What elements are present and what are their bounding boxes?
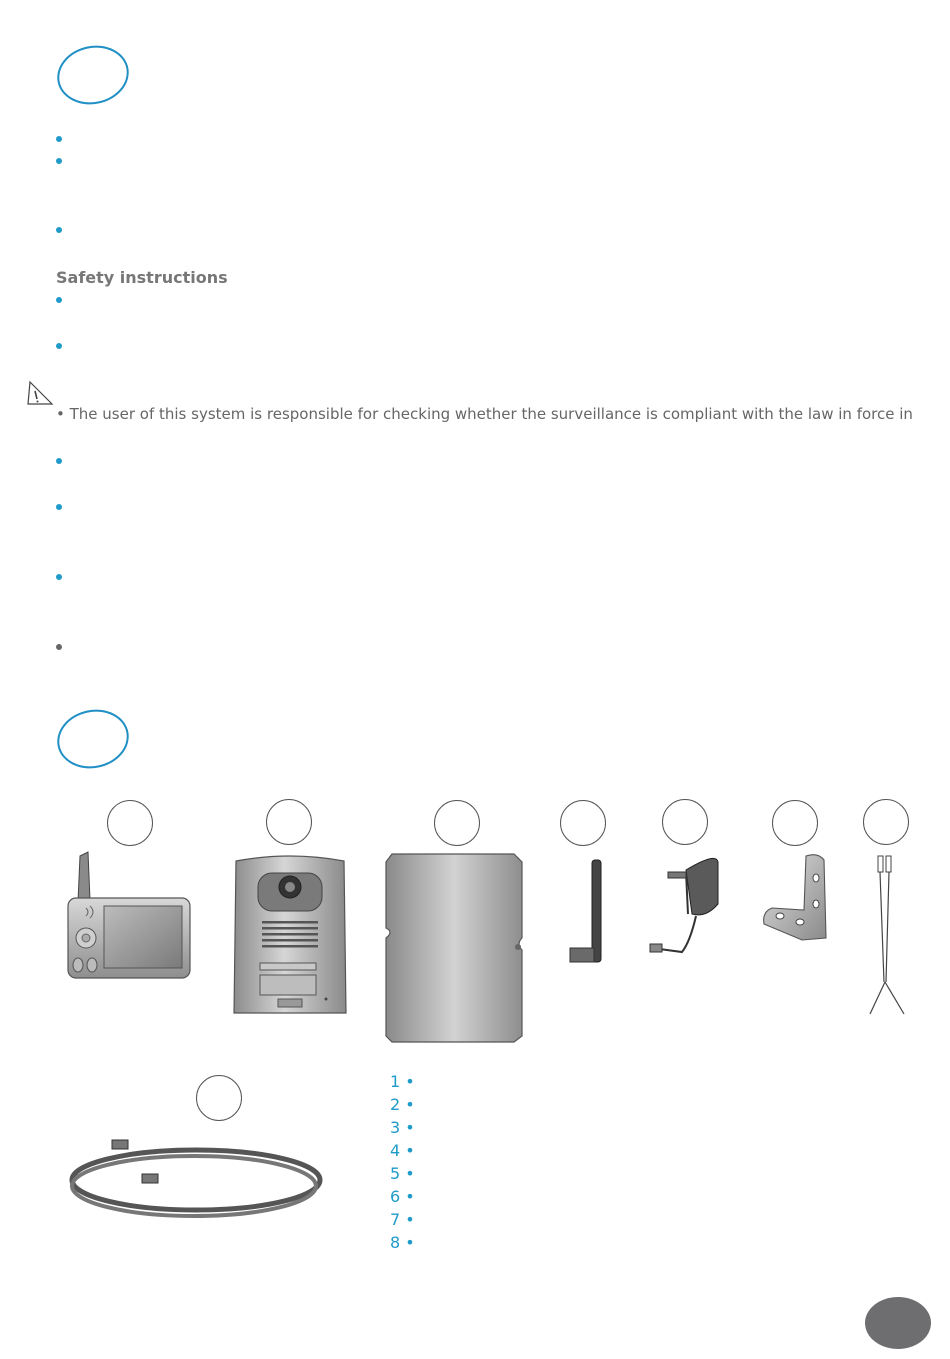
bullet-dot [56, 136, 62, 142]
item-number-circle [772, 800, 818, 846]
antenna-illustration [568, 858, 608, 966]
safety-heading: Safety instructions [56, 268, 228, 287]
section-marker-oval [52, 703, 134, 775]
item-number-circle [107, 800, 153, 846]
contents-list-item: 6 • [390, 1187, 415, 1206]
bullet-dot [56, 504, 62, 510]
power-adapter-illustration [646, 852, 724, 964]
bullet-dot [56, 227, 62, 233]
contents-list-item: 3 • [390, 1118, 415, 1137]
wire-cable-illustration [866, 852, 910, 1018]
item-number-circle [662, 799, 708, 845]
power-supply-box-illustration [384, 852, 530, 1044]
contents-list-item: 8 • [390, 1233, 415, 1252]
item-number-circle [863, 799, 909, 845]
coax-cable-illustration [66, 1136, 328, 1222]
contents-list-item: 2 • [390, 1095, 415, 1114]
bullet-dot [56, 343, 62, 349]
monitor-illustration [66, 852, 192, 980]
door-station-illustration [232, 855, 348, 1015]
contents-list-item: 7 • [390, 1210, 415, 1229]
item-number-circle [560, 800, 606, 846]
item-number-circle [434, 800, 480, 846]
bullet-dot [56, 574, 62, 580]
bullet-dot [56, 458, 62, 464]
contents-list-item: 5 • [390, 1164, 415, 1183]
contents-list-item: 4 • [390, 1141, 415, 1160]
item-number-circle [196, 1075, 242, 1121]
bullet-dot [56, 297, 62, 303]
item-number-circle [266, 799, 312, 845]
contents-list-item: 1 • [390, 1072, 415, 1091]
warning-triangle-icon [26, 380, 54, 406]
bullet-dot [56, 644, 62, 650]
section-marker-oval [52, 39, 134, 111]
warning-text: • The user of this system is responsible for checking whether the surveillance is compliant with the law in force in [56, 405, 913, 423]
bracket-illustration [762, 852, 832, 944]
bullet-dot [56, 158, 62, 164]
page-number-marker [865, 1297, 931, 1349]
